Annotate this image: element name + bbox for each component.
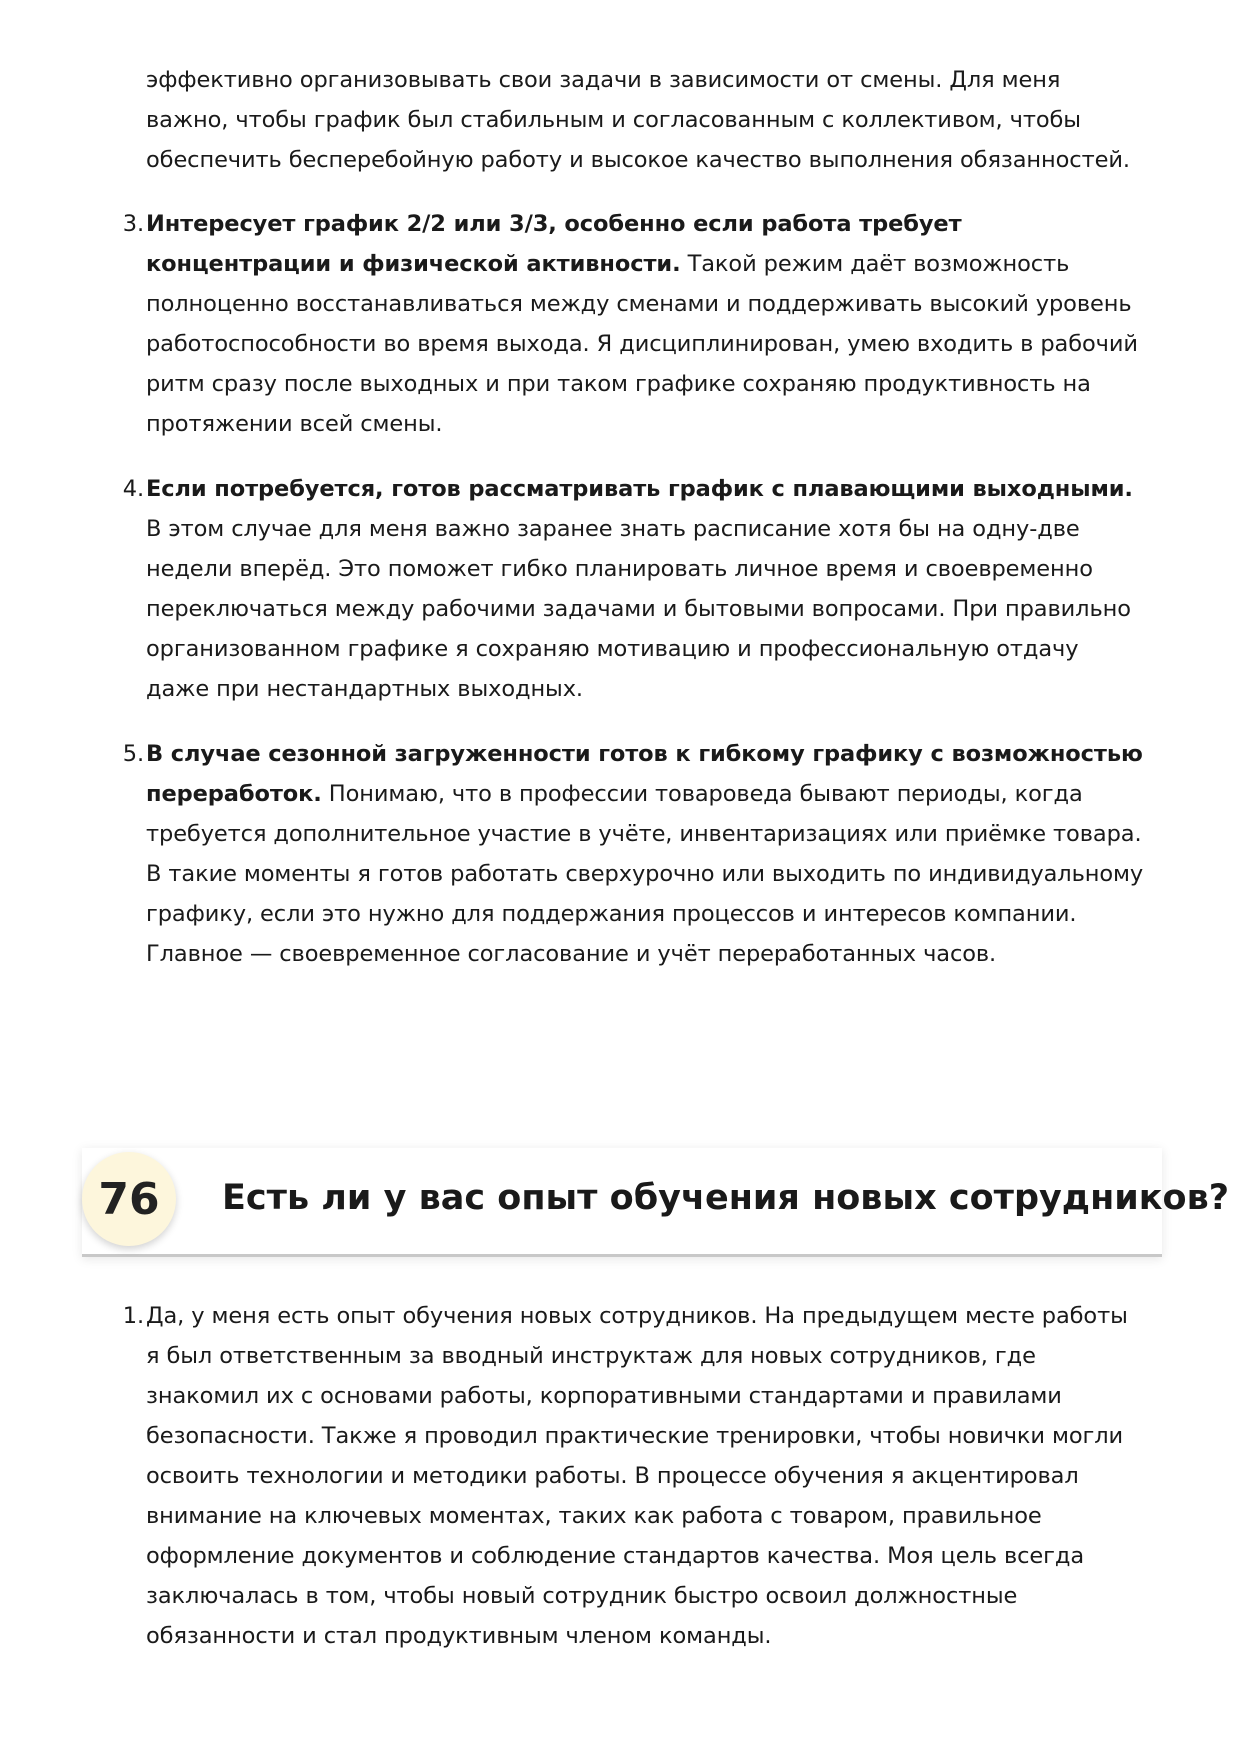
- list-item-text: В этом случае для меня важно заранее знать расписание хотя бы на одну-две недели вперёд. Это поможет гибко планировать личное время и своевременно переключаться между рабочими задачами и бытовыми вопросами. При правильно организованном графике я сохраняю мотивацию и профессиональную отдачу даже при нестандартных выходных.: [146, 516, 1131, 702]
- continuation-paragraph: эффективно организовывать свои задачи в зависимости от смены. Для меня важно, чтобы график был стабильным и согласованным с коллективом, чтобы обеспечить бесперебойную работу и высокое качество выполнения обязанностей.: [146, 67, 1130, 173]
- list-item-text: Понимаю, что в профессии товароведа бывают периоды, когда требуется дополнительное участие в учёте, инвентаризациях или приёмке товара. В такие моменты я готов работать сверхурочно или выходить по индивидуальному графику, если это нужно для поддержания процессов и интересов компании. Главное — своевременное согласование и учёт переработанных часов.: [146, 781, 1144, 967]
- list-item: [122, 1296, 1146, 1656]
- list-item-bold-lead: В случае сезонной загруженности готов к гибкому графику с возможностью переработок.: [146, 741, 1143, 807]
- list-item: [122, 204, 1146, 444]
- list-item: [122, 734, 1146, 974]
- list-item: [122, 469, 1146, 709]
- list-item-bold-lead: Интересует график 2/2 или 3/3, особенно если работа требует концентрации и физической активности.: [146, 211, 962, 277]
- question-section-header: [82, 1148, 1230, 1256]
- question-title: Есть ли у вас опыт обучения новых сотрудников?: [222, 1178, 1230, 1218]
- answer-list: [122, 1296, 1146, 1681]
- question-number-badge: 76: [82, 1152, 176, 1246]
- list-item-number: 1 .: [118, 1296, 144, 1336]
- list-item-number: 3 .: [118, 204, 144, 244]
- list-item-number: 4 .: [118, 469, 144, 509]
- list-item-number: 5 .: [118, 734, 144, 774]
- list-item-text: Да, у меня есть опыт обучения новых сотрудников. На предыдущем месте работы я был ответственным за вводный инструктаж для новых сотрудников, где знакомил их с основами работы, корпоративными стандартами и правилами безопасности. Также я проводил практические тренировки, чтобы новички могли освоить технологии и методики работы. В процессе обучения я акцентировал внимание на ключевых моментах, таких как работа с товаром, правильное оформление документов и соблюдение стандартов качества. Моя цель всегда заключалась в том, чтобы новый сотрудник быстро освоил должностные обязанности и стал продуктивным членом команды.: [146, 1303, 1128, 1649]
- list-item-text: Такой режим даёт возможность полноценно восстанавливаться между сменами и поддерживать высокий уровень работоспособности во время выхода. Я дисциплинирован, умею входить в рабочий ритм сразу после выходных и при таком графике сохраняю продуктивность на протяжении всей смены.: [146, 251, 1138, 437]
- list-item-bold-lead: Если потребуется, готов рассматривать график с плавающими выходными.: [146, 476, 1133, 502]
- schedule-list: [122, 204, 1146, 999]
